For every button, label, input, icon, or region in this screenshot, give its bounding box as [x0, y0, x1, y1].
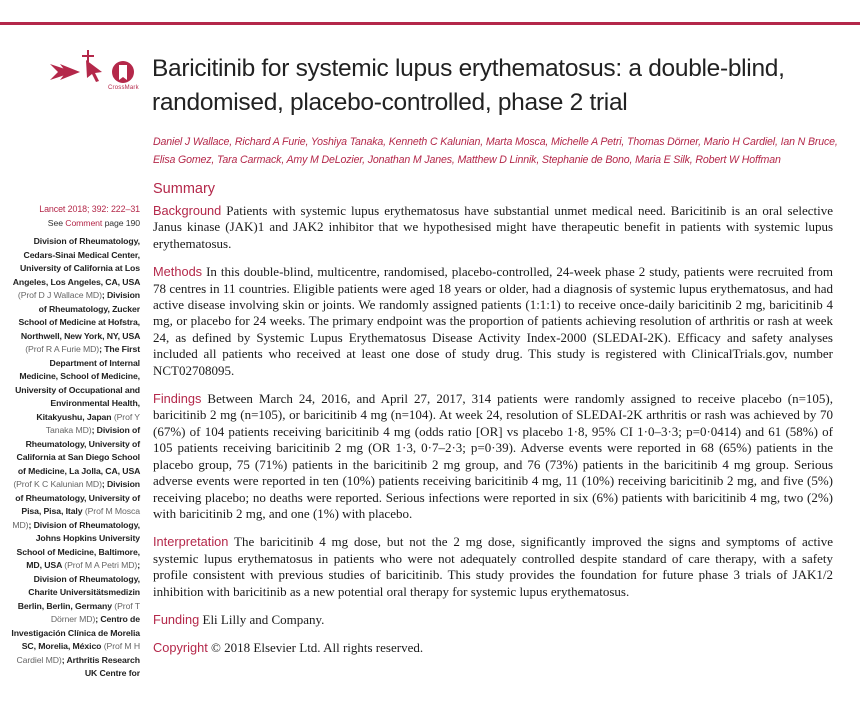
- interpretation-text: The baricitinib 4 mg dose, but not the 2 mg dose, significantly improved the signs and symptoms of active systemic lupus erythematosus in patients who were not adequately controlled despite standard of care therapy, with a safety profile consistent with previous studies of baricitinib. This study provides the foundation for future phase 3 trials of JAK1/2 inhibition with baricitinib as a new potential oral therapy for systemic lupus erythematosus.: [153, 534, 834, 599]
- summary-heading: Summary: [153, 181, 216, 197]
- findings-text: Between March 24, 2016, and April 27, 2017, 314 patients were randomly assigned to receive placebo (n=105), baricitinib 2 mg (n=105), or baricitinib 4 mg (n=104). At week 24, resolution of SLEDAI-2K arthritis or rash was achieved by 70 (67%) of 104 patients receiving baricitinib 4 mg (odds ratio [OR] vs placebo 1·8, 95% CI 1·0–3·3; p=0·0414) and 61 (58%) of 105 patients receiving baricitinib 2 mg (OR 1·3, 0·7–2·3; p=0·39). Adverse events were reported in 68 (65%) patients in the placebo group, 75 (71%) patients in the baricitinib 2 mg group, and 76 (73%) patients in the baricitinib 4 mg group. Serious adverse events were reported in ten (10%) patients receiving baricitinib 4 mg, 11 (10%) receiving baricitinib 2 mg, and five (5%) receiving placebo; no deaths were reported. Serious infections were reported in six (6%) patients with baricitinib 4 mg, two (2%) with baricitinib 2 mg, and one (1%) with placebo.: [153, 391, 834, 521]
- affiliation-author: (Prof M Mosca MD): [12, 506, 140, 530]
- methods-text: In this double-blind, multicentre, randomised, placebo-controlled, 24-week phase 2 study, patients were recruited from 78 centres in 11 countries. Eligible patients were aged 18 years or older, had a diagnosis of systemic lupus erythematosus, and had active disease involving skin or joints. We randomly assigned patients (1:1:1) to receive once-daily baricitinib 2 mg, baricitinib 4 mg, or placebo for 24 weeks. The primary endpoint was the proportion of patients achieving resolution of arthritis or rash at week 24, as defined by Systemic Lupus Erythematosus Disease Activity Index-2000 (SLEDAI-2K). Efficacy and safety analyses included all patients who received at least one dose of study drug. This study is registered with ClinicalTrials.gov, number NCT02708095.: [153, 264, 833, 378]
- background-label: Background: [153, 203, 222, 218]
- crossmark-label: CrossMark: [108, 85, 139, 91]
- abstract: [153, 203, 833, 669]
- affiliation-author: (Prof R A Furie MD): [25, 344, 100, 354]
- affiliation-text: Division of Rheumatology, Cedars-Sinai Medical Center, University of California at Los Angeles, Los Angeles, CA, USA: [12, 236, 140, 287]
- affiliation-author: (Prof Y Tanaka MD): [45, 411, 140, 435]
- affiliation-text: ; Division of Rheumatology, Johns Hopkins University School of Medicine, Baltimore, MD, USA: [16, 519, 140, 570]
- copyright-label: Copyright: [153, 640, 208, 656]
- interpretation-section: [153, 534, 833, 600]
- affiliation-text: ; Arthritis Research UK Centre for: [61, 654, 140, 678]
- affiliation-author: (Prof D J Wallace MD): [17, 290, 102, 300]
- copyright-section: [153, 640, 833, 656]
- affiliation-author: (Prof T Dörner MD): [50, 600, 140, 624]
- affiliation-author: (Prof M H Cardiel MD): [16, 641, 140, 665]
- affiliations: [10, 235, 140, 681]
- funding-label: Funding: [153, 611, 200, 627]
- methods-label: Methods: [153, 264, 203, 280]
- affiliation-author: (Prof K C Kalunian MD): [13, 479, 102, 489]
- background-section: [153, 203, 833, 252]
- citation: Lancet 2018; 392: 222–31: [39, 204, 140, 214]
- interpretation-label: Interpretation: [153, 534, 229, 550]
- sidebar: [10, 203, 140, 681]
- copyright-text: © 2018 Elsevier Ltd. All rights reserved.: [211, 640, 424, 656]
- affiliation-author: (Prof M A Petri MD): [64, 560, 138, 570]
- comment-link[interactable]: Comment: [65, 217, 103, 228]
- affiliation-text: ; The First Department of Internal Medicine, School of Medicine, University of Occupational and Environmental Health, Kitakyushu, Japan: [15, 344, 140, 422]
- affiliation-text: ; Division of Rheumatology, Zucker School of Medicine at Hofstra, Northwell, New York, NY, USA: [18, 290, 140, 341]
- affiliation-text: ; Division of Rheumatology, Charite Universitätsmedizin Berlin, Berlin, Germany: [17, 560, 140, 611]
- see-prefix: See: [47, 217, 63, 228]
- funding-text: Eli Lilly and Company.: [202, 611, 325, 627]
- findings-label: Findings: [153, 391, 202, 407]
- findings-section: [153, 391, 833, 522]
- funding-section: [153, 612, 833, 628]
- author-list: Daniel J Wallace, Richard A Furie, Yoshiya Tanaka, Kenneth C Kalunian, Marta Mosca, Michelle A Petri, Thomas Dörner, Mario H Cardiel, Ian N Bruce, Elisa Gomez, Tara Carmack, Amy M DeLozier, Jonathan M Janes, Matthew D Linnik, Stephanie de Bono, Maria E Silk, Robert W Hoffman: [153, 136, 838, 166]
- affiliation-text: ; Division of Rheumatology, University of Pisa, Pisa, Italy: [15, 479, 140, 516]
- see-suffix: page 190: [104, 217, 140, 228]
- top-rule: [0, 22, 860, 25]
- methods-section: [153, 264, 833, 379]
- affiliation-text: ; Division of Rheumatology, University of California at San Diego School of Medicine, La Jolla, CA, USA: [16, 425, 140, 476]
- background-text: Patients with systemic lupus erythematosus have substantial unmet medical need. Baricitinib is an oral selective Janus kinase (JAK)1 and JAK2 inhibitor that we hypothesised might have therapeutic benefit in patients with systemic lupus erythematosus.: [153, 203, 833, 251]
- article-title: Baricitinib for systemic lupus erythematosus: a double-blind, randomised, placebo-controlled, phase 2 trial: [152, 55, 785, 116]
- see-comment: [10, 217, 140, 231]
- affiliation-text: ; Centro de Investigación Clínica de Morelia SC, Morelia, México: [11, 614, 140, 651]
